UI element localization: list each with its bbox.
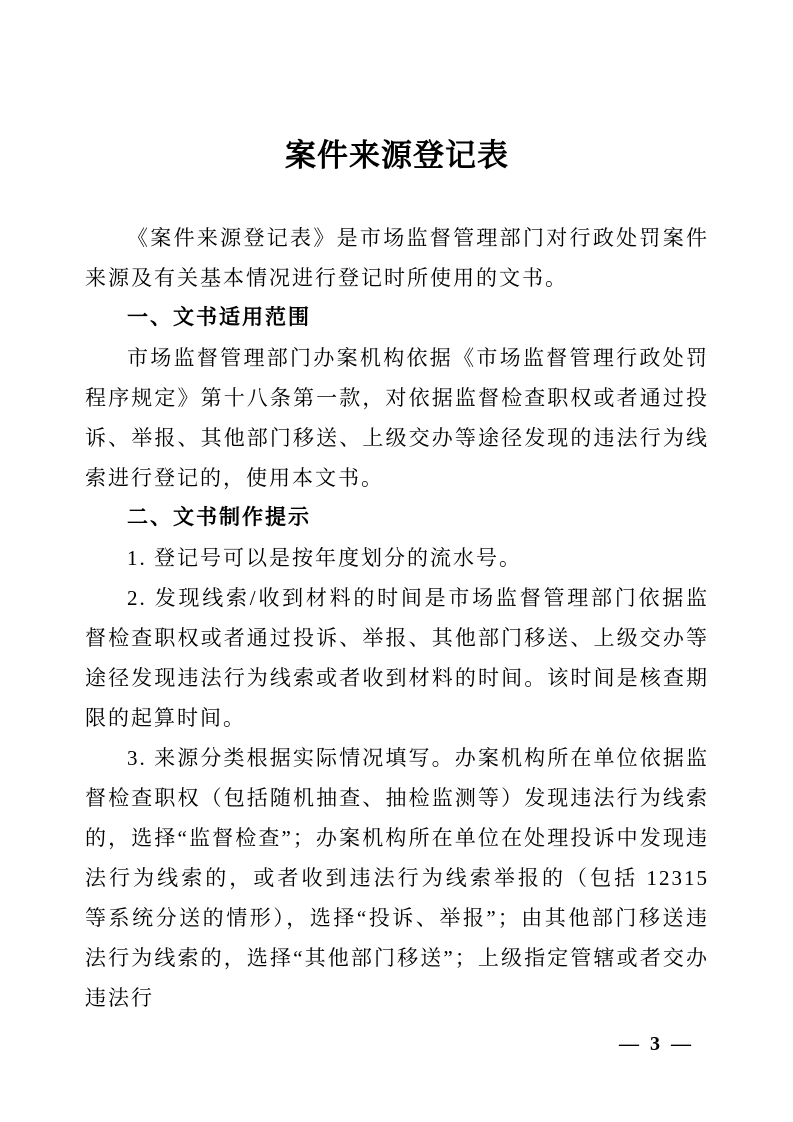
tips-item-2: 2. 发现线索/收到材料的时间是市场监督管理部门依据监督检查职权或者通过投诉、举报、其他部门移送、上级交办等途径发现违法行为线索或者收到材料的时间。该时间是核查期限的起算时间。 [85,586,709,730]
scope-paragraph: 市场监督管理部门办案机构依据《市场监督管理行政处罚程序规定》第十八条第一款，对依据监督检查职权或者通过投诉、举报、其他部门移送、上级交办等途径发现的违法行为线索进行登记的，使用本文书。 [85,346,709,490]
document-title: 案件来源登记表 [285,138,509,173]
tips-item-1: 1. 登记号可以是按年度划分的流水号。 [127,546,522,570]
intro-paragraph: 《案件来源登记表》是市场监督管理部门对行政处罚案件来源及有关基本情况进行登记时所使用的文书。 [85,226,709,290]
section-heading-tips: 二、文书制作提示 [127,506,311,529]
section-heading-scope: 一、文书适用范围 [127,306,311,329]
page-number: — 3 — [619,1033,694,1055]
tips-item-3: 3. 来源分类根据实际情况填写。办案机构所在单位依据监督检查职权（包括随机抽查、抽检监测等）发现违法行为线索的，选择“监督检查”；办案机构所在单位在处理投诉中发现违法行为线索的，或者收到违法行为线索举报的（包括 12315 等系统分送的情形），选择“投诉、举报”；由其他部门移送违法行为线索的，选择“其他部门移送”；上级指定管辖或者交办违法行 [85,746,709,1010]
